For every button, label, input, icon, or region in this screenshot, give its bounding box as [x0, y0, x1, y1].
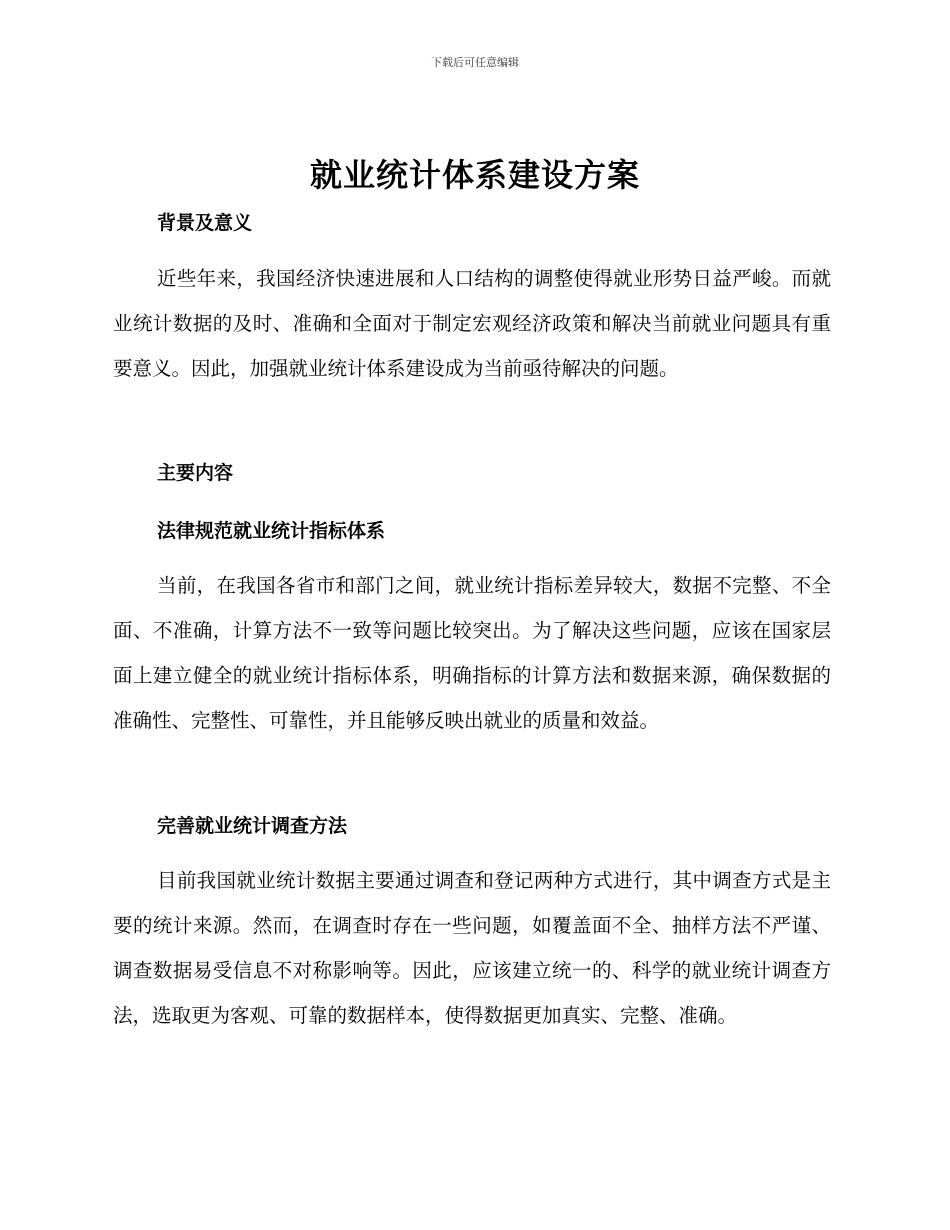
section-heading-main-content: 主要内容 — [157, 462, 234, 484]
header-note: 下载后可任意编辑 — [431, 56, 519, 69]
paragraph-survey-methods: 目前我国就业统计数据主要通过调查和登记两种方式进行，其中调查方式是主要的统计来源。然而，在调查时存在一些问题，如覆盖面不全、抽样方法不严谨、调查数据易受信息不对称影响等。因此，应该建立统一的、科学的就业统计调查方法，选取更为客观、可靠的数据样本，使得数据更加真实、完整、准确。 — [113, 869, 831, 1027]
section-heading-indicator-system: 法律规范就业统计指标体系 — [157, 520, 386, 542]
document-title: 就业统计体系建设方案 — [309, 156, 640, 194]
paragraph-indicator-system: 当前，在我国各省市和部门之间，就业统计指标差异较大，数据不完整、不全面、不准确，计算方法不一致等问题比较突出。为了解决这些问题，应该在国家层面上建立健全的就业统计指标体系，明确指标的计算方法和数据来源，确保数据的准确性、完整性、可靠性，并且能够反映出就业的质量和效益。 — [113, 574, 831, 732]
paragraph-background: 近些年来，我国经济快速进展和人口结构的调整使得就业形势日益严峻。而就业统计数据的及时、准确和全面对于制定宏观经济政策和解决当前就业问题具有重要意义。因此，加强就业统计体系建设成为当前亟待解决的问题。 — [113, 267, 831, 380]
section-heading-background: 背景及意义 — [157, 212, 253, 234]
section-heading-survey-methods: 完善就业统计调查方法 — [157, 815, 348, 837]
